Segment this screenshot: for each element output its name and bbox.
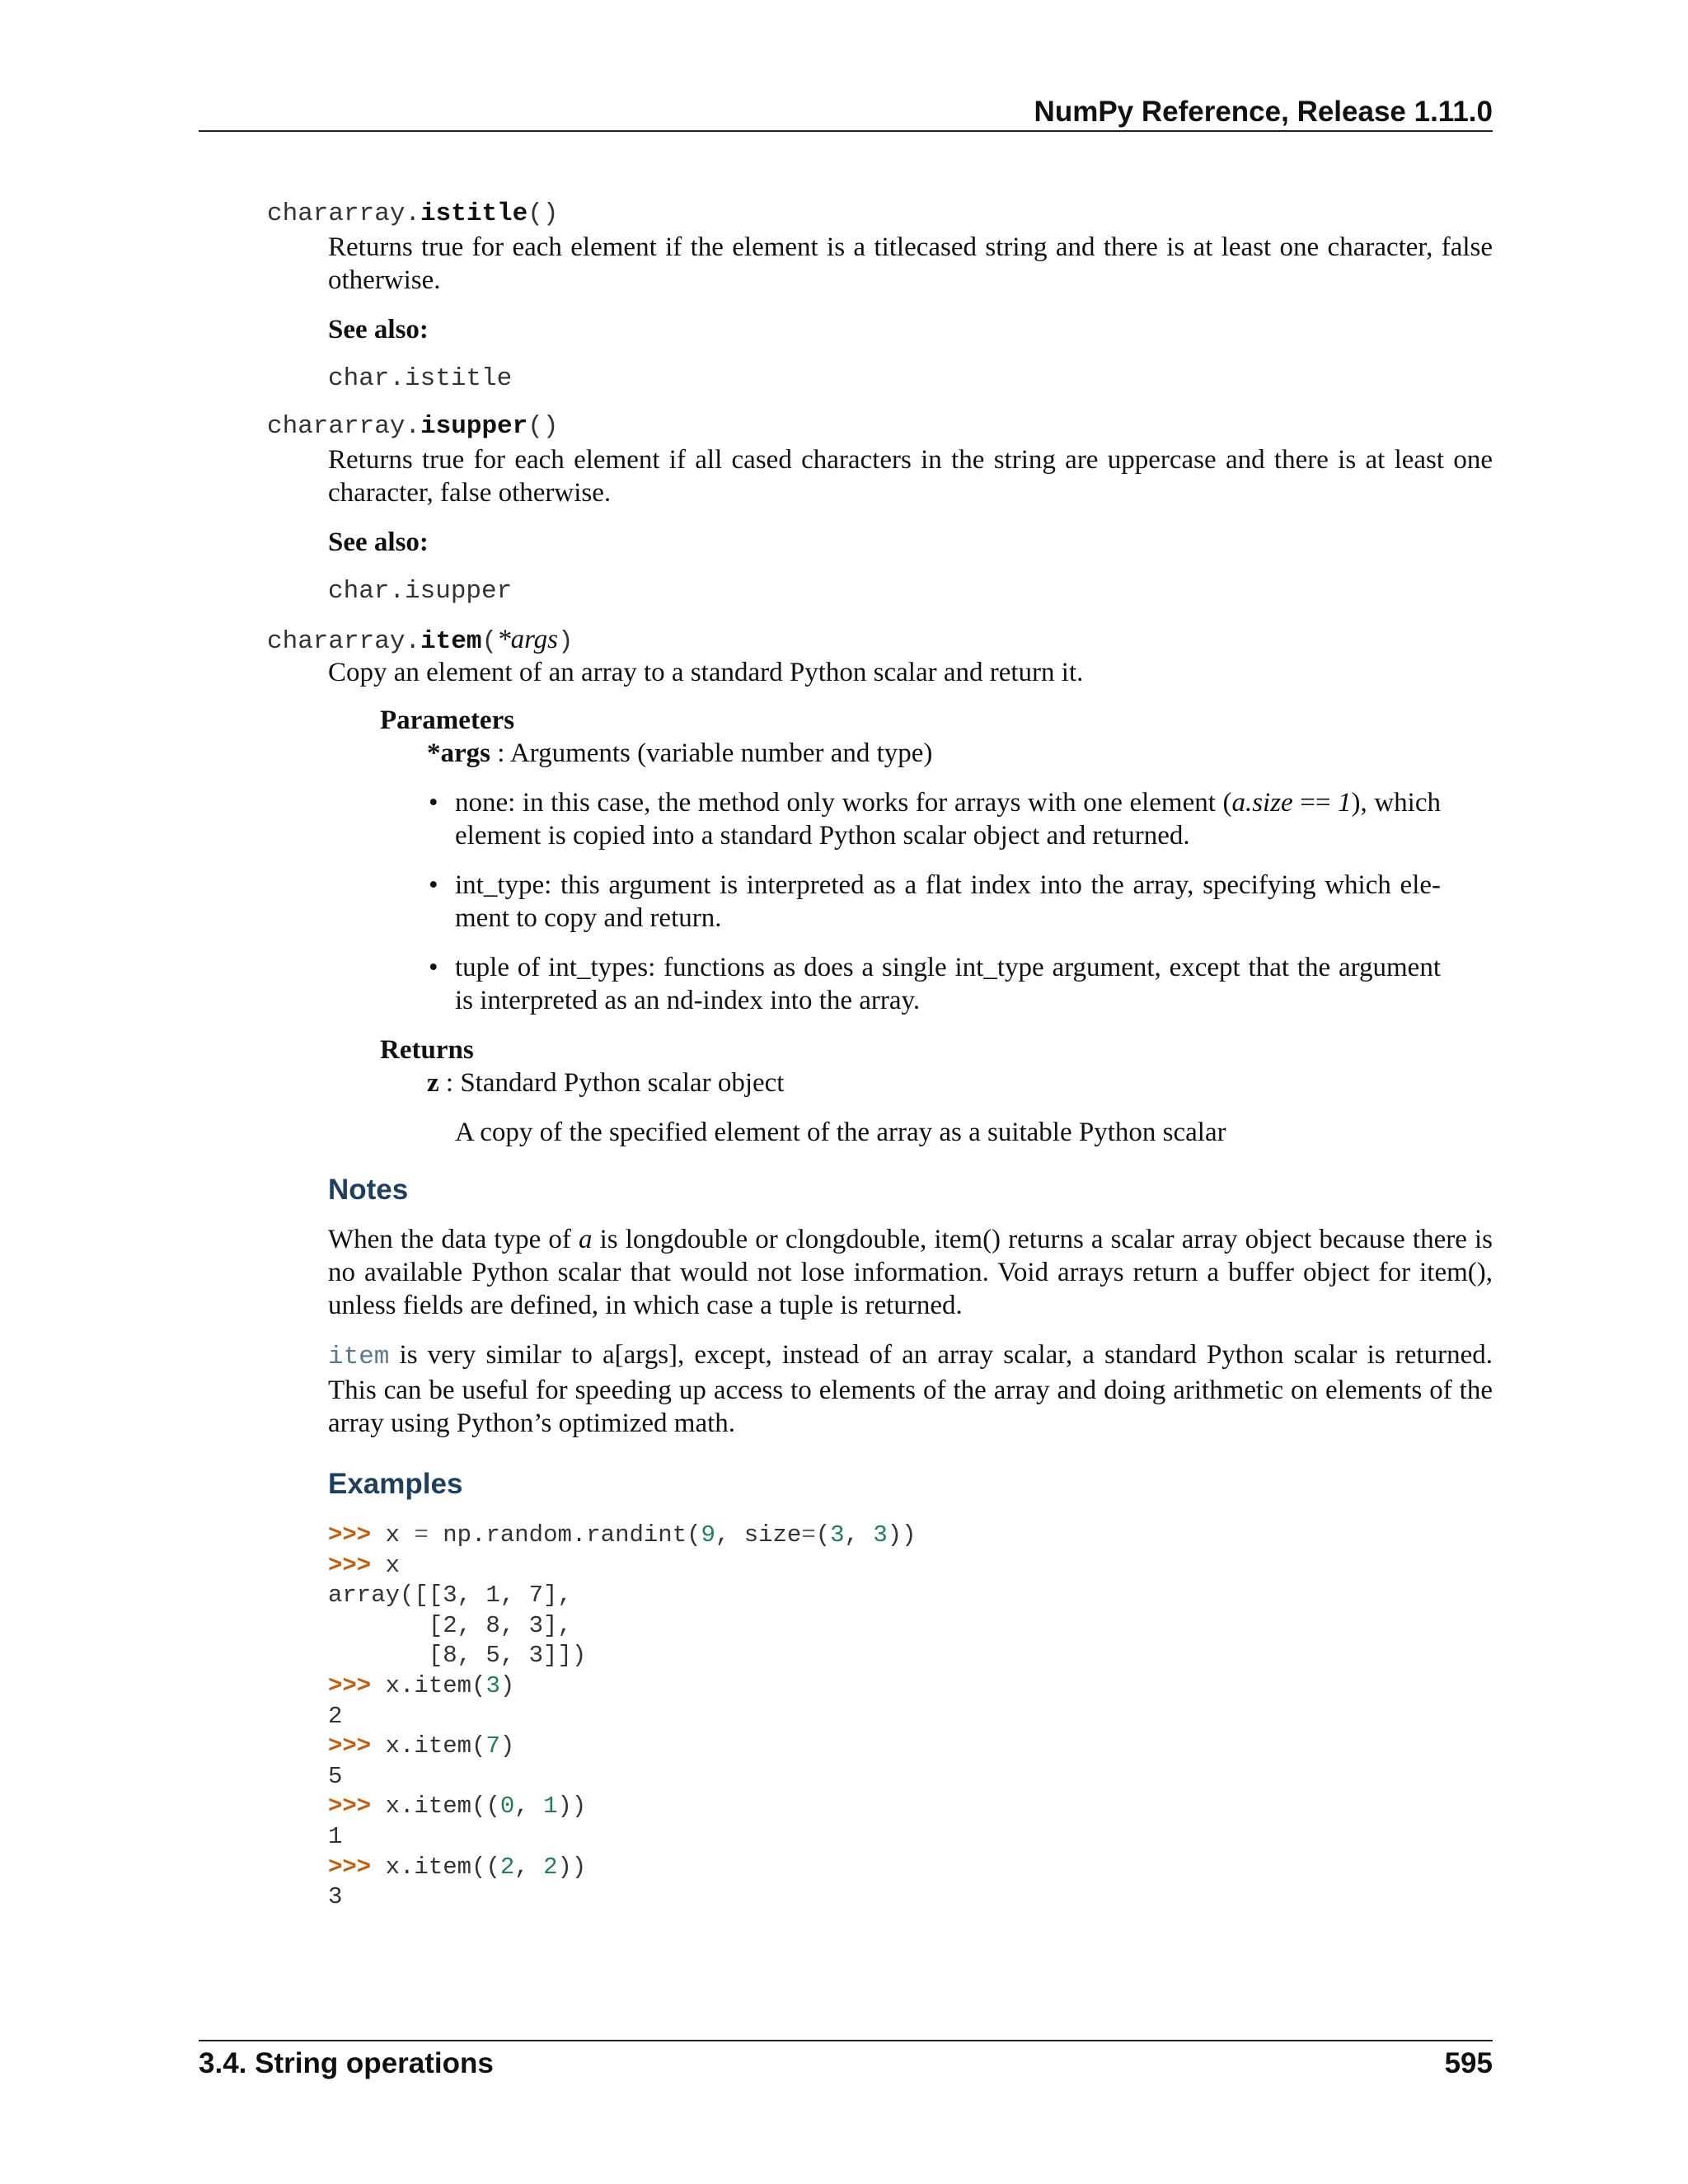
isupper-description-block <box>328 443 1493 608</box>
param-type: : Arguments (variable number and type) <box>490 738 933 768</box>
return-description: A copy of the specified element of the array as a suitable Python scalar <box>455 1118 1226 1147</box>
sig-parens: () <box>528 199 559 228</box>
footer-rule <box>199 2040 1493 2041</box>
see-also-link[interactable]: char.istitle <box>328 364 513 393</box>
bullet-icon: • <box>429 788 438 818</box>
page-number: 595 <box>1444 2047 1493 2079</box>
parameters-field <box>380 704 1493 1017</box>
returns-label: Returns <box>380 1035 474 1065</box>
return-line <box>427 1066 1493 1099</box>
signature-item <box>267 623 1493 656</box>
istitle-description: Returns true for each element if the element is a titlecased string and there is at least one character, false otherwise. <box>328 232 1493 295</box>
item-link[interactable]: item <box>328 1343 390 1371</box>
return-name: z <box>427 1068 439 1098</box>
sig-prefix: chararray. <box>267 199 421 228</box>
code-example: >>> x = np.random.randint(9, size=(3, 3)) >>> x array([[3, 1, 7], [2, 8, 3], [8, 5, 3]]) >>> x.item(3) 2 >>> x.item(7) 5 >>> x.item((0, 1)) 1 >>> x.item((2, 2)) 3 <box>328 1521 917 1911</box>
page-content <box>269 198 1493 1913</box>
notes-heading: Notes <box>328 1174 409 1206</box>
return-type: : Standard Python scalar object <box>438 1068 785 1098</box>
see-also-link[interactable]: char.isupper <box>328 577 513 606</box>
param-bullet-list <box>427 786 1441 1017</box>
item-description: Copy an element of an array to a standard Python scalar and return it. <box>328 658 1084 687</box>
sig-prefix: chararray. <box>267 627 421 656</box>
sig-prefix: chararray. <box>267 412 421 441</box>
notes-paragraph-1: When the data type of a is longdouble or clongdouble, item() returns a scalar array object because there is no available Python scalar that would not lose information. Void arrays return a buffer object for item(), unless fields are defined, in which case a tuple is returned. <box>328 1225 1493 1320</box>
list-item: • tuple of int_types: functions as does a single int_type argument, except that the argument is interpreted as an nd-index into the array. <box>429 953 1441 1015</box>
parameters-label: Parameters <box>380 705 515 735</box>
istitle-description-block <box>328 231 1493 396</box>
sig-open-paren: ( <box>481 627 498 656</box>
param-name: *args <box>427 738 490 768</box>
list-item: • none: in this case, the method only works for arrays with one element (a.size == 1), which element is copied into a standard Python scalar object and returned. <box>429 788 1441 851</box>
list-item: • int_type: this argument is interpreted as a flat index into the array, specifying which ele-ment to copy and return. <box>429 870 1441 933</box>
see-also-label: See also: <box>328 315 429 344</box>
signature-isupper <box>267 410 1493 443</box>
isupper-description: Returns true for each element if all cased characters in the string are uppercase and there is at least one character, false otherwise. <box>328 445 1493 508</box>
running-header: NumPy Reference, Release 1.11.0 <box>1034 96 1493 128</box>
see-also-label: See also: <box>328 527 429 557</box>
sig-name: istitle <box>420 199 528 228</box>
notes-paragraph-2: item is very similar to a[args], except, instead of an array scalar, a standard Python scalar is returned. This can be useful for speeding up access to elements of the array and doing arithmetic on elements of the array using Python’s optimized math. <box>328 1340 1493 1438</box>
sig-args: *args <box>497 625 559 654</box>
returns-field <box>380 1033 1493 1149</box>
returns-body <box>427 1066 1493 1149</box>
signature-istitle <box>267 198 1493 231</box>
sig-name: isupper <box>420 412 528 441</box>
header-rule <box>199 130 1493 132</box>
sig-close-paren: ) <box>558 627 574 656</box>
sig-parens: () <box>528 412 559 441</box>
param-args <box>427 737 1493 770</box>
item-description-block <box>328 656 1493 1913</box>
sig-name: item <box>420 627 482 656</box>
bullet-icon: • <box>429 870 438 900</box>
footer-section-title: 3.4. String operations <box>199 2047 494 2079</box>
examples-heading: Examples <box>328 1468 463 1500</box>
parameters-body <box>427 737 1493 1017</box>
bullet-icon: • <box>429 953 438 982</box>
